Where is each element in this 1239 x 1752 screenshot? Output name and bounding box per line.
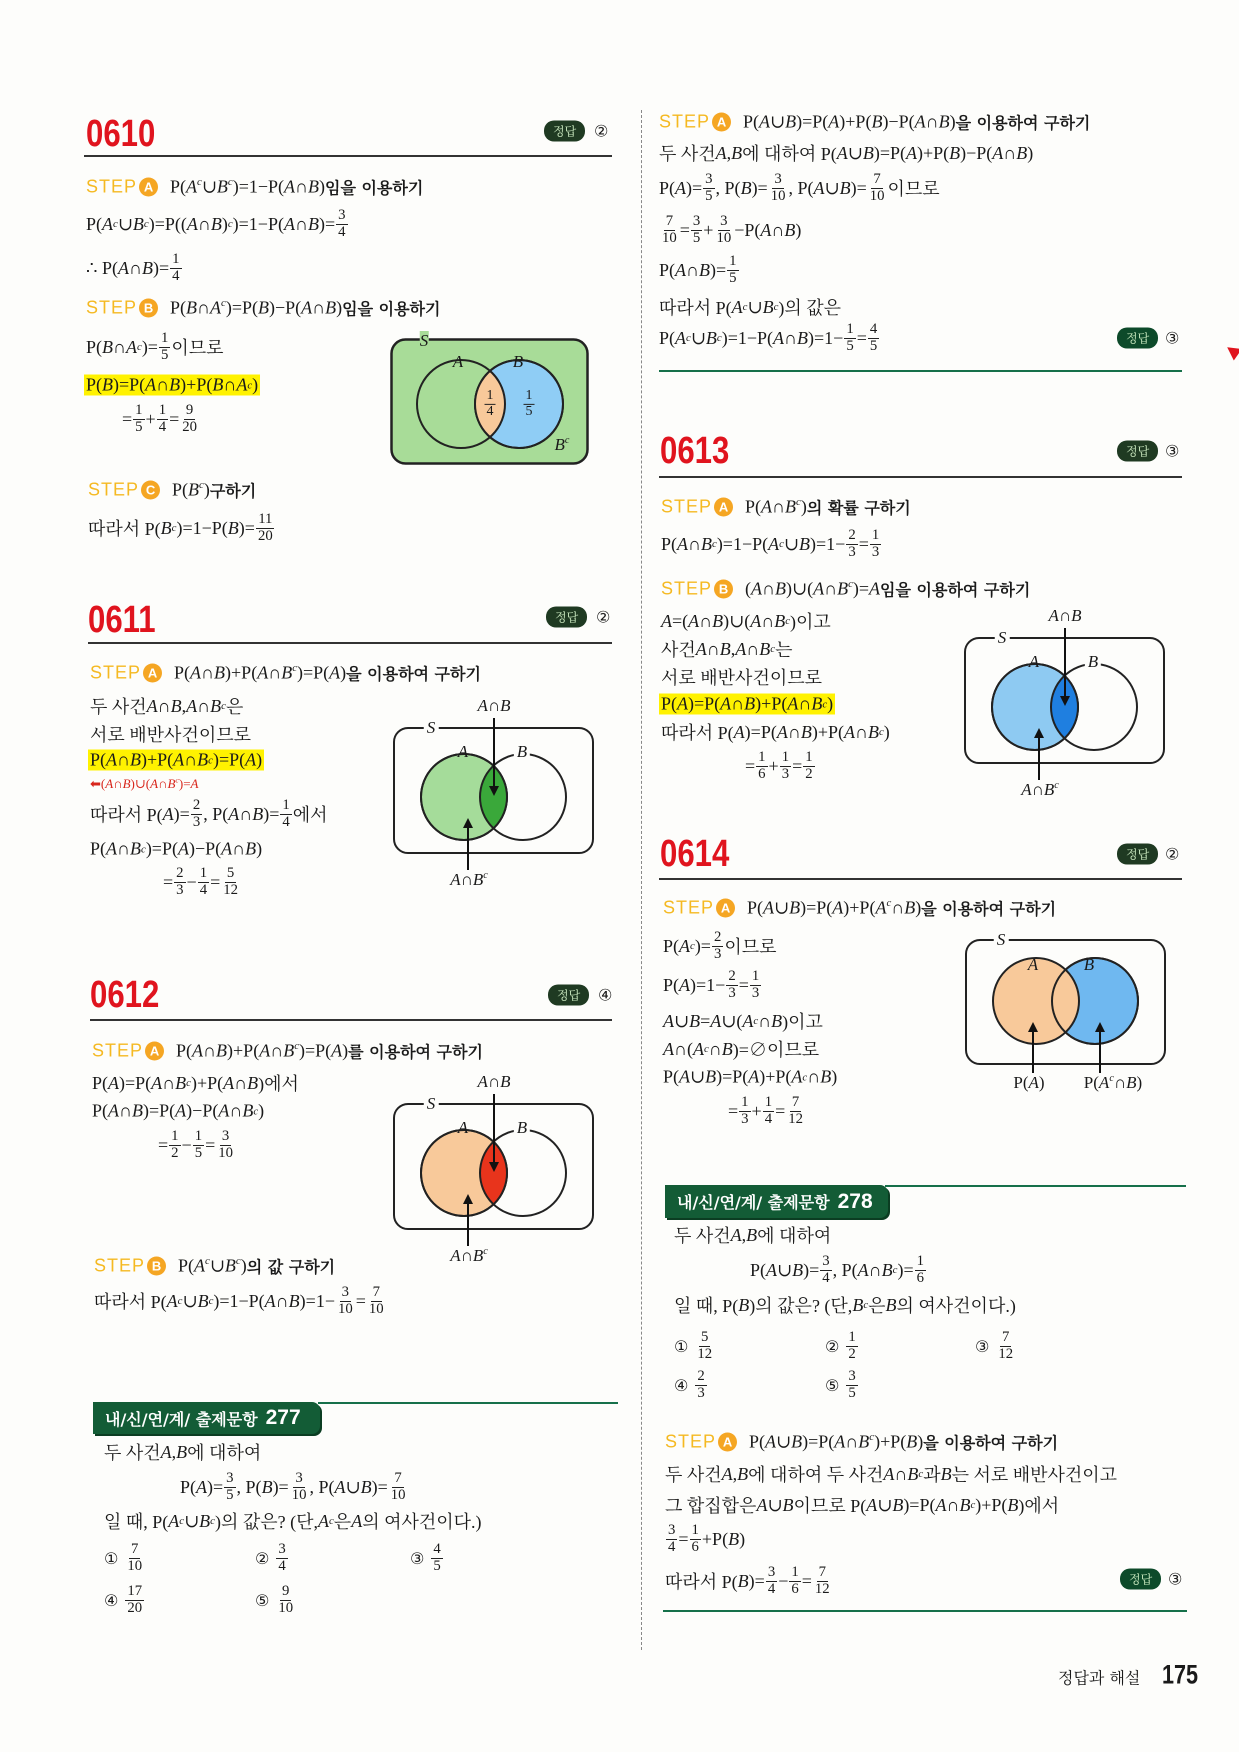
choice-5[interactable]: ⑤ $\frac{9}{10}$	[255, 1583, 294, 1616]
solution-line: P( A c ∪ B c )=1−P( A ∩ B )=1− $\frac{1}{5}$ = $\frac{4}{5}$	[659, 321, 878, 354]
page-number: 175	[1162, 1659, 1199, 1690]
section-rule	[885, 1185, 1186, 1187]
choice-2[interactable]: ② $\frac{3}{4}$	[255, 1541, 286, 1574]
venn-label-a-minus-b: $A\cap B^c$	[1021, 779, 1059, 799]
venn-label-intersection: A∩B	[477, 696, 511, 715]
solution-line: A ∪ B = A ∪( A c ∩ B )이고	[663, 1010, 823, 1032]
answer-badge: 정답	[544, 121, 585, 142]
step-a-header: STEP A P(A∪B)=P(A)+P(B)−P(A∩B) 을 이용하여 구하기	[659, 111, 1091, 133]
solution-line: 두 사건 A ∩ B , A ∩ B c 은	[90, 695, 244, 717]
answer-value: ③	[1165, 441, 1180, 461]
answer-value: ②	[1165, 844, 1180, 864]
venn-label-s: S	[994, 930, 1009, 950]
highlighted-line: P( A ∩ B )+P( A ∩ B c )=P( A )	[90, 749, 263, 770]
step-b-header: STEP B $(A\cap B)\cup(A\cap B^c)=A$ 임을 이용하여 구하기	[661, 577, 1031, 600]
section-rule	[90, 1019, 612, 1021]
section-rule	[659, 878, 1182, 880]
venn-label-a: A	[457, 742, 469, 761]
solution-line: 따라서 P( A )=P( A ∩ B )+P( A ∩ B c )	[661, 721, 890, 743]
section-rule	[88, 642, 612, 644]
step-a-header: STEP A $P(A\cap B)+P(A\cap B^c)=P(A)$ 를 이용하여 구하기	[92, 1039, 483, 1062]
venn-label-b: B	[514, 742, 530, 762]
solution-line: P( B ∩ A c )= $\frac{1}{5}$ 이므로	[86, 330, 224, 363]
problem-number: 0613	[660, 430, 730, 472]
left-arrow-icon: ⬅	[90, 776, 101, 792]
venn-label-s: S	[424, 718, 439, 738]
venn-label-pacb: $P(A^c\cap B)$	[1083, 1072, 1143, 1092]
step-b-header: STEP B $P(A^c\cup B^c)$ 의 값 구하기	[94, 1254, 336, 1277]
venn-intersection-value: $\frac{1}{4}$	[486, 387, 494, 419]
section-rule	[84, 155, 612, 157]
answer-value: ④	[598, 985, 613, 1005]
venn-label-a: A	[1028, 652, 1040, 671]
solution-line: P( A ∩ B c )=1−P( A c ∪ B )=1− $\frac{2}{3}$ = $\frac{1}{3}$	[661, 527, 880, 560]
solution-line: P( A )=1− $\frac{2}{3}$ = $\frac{1}{3}$	[663, 968, 760, 1001]
venn-label-intersection: A∩B	[1048, 606, 1082, 625]
solution-line: = $\frac{2}{3}$ − $\frac{1}{4}$ = $\frac{5}{12}$	[163, 865, 238, 898]
answer-value: ③	[1168, 1569, 1183, 1589]
solution-line: P( A ∩ B )=P( A )−P( A ∩ B c )	[92, 1100, 265, 1121]
solution-line: A =( A ∩ B )∪( A ∩ B c )이고	[661, 610, 831, 632]
question-line: 두 사건 A , B 에 대하여	[104, 1441, 262, 1463]
choice-4[interactable]: ④ $\frac{17}{20}$	[104, 1583, 143, 1616]
solution-line: 서로 배반사건이므로	[90, 725, 251, 745]
venn-b-only-value: $\frac{1}{5}$	[525, 387, 533, 419]
venn-label-s: S	[995, 628, 1010, 648]
solution-line: = $\frac{1}{6}$ + $\frac{1}{3}$ = $\frac{1}{2}$	[745, 749, 813, 782]
venn-label-s: S	[419, 331, 429, 350]
venn-label-a: A	[1027, 955, 1039, 974]
choice-5[interactable]: ⑤ $\frac{3}{5}$	[825, 1368, 856, 1401]
answer-badge: 정답	[546, 607, 587, 628]
venn-label-a: A	[452, 352, 464, 371]
step-b-header: STEP B $P(B\cap A^c)=P(B)-P(A\cap B)$ 임을 이용하기	[86, 296, 441, 319]
step-c-header: STEP C $P(B^c)$ 구하기	[88, 478, 257, 501]
answer-badge: 정답	[1117, 328, 1158, 349]
venn-diagram	[962, 600, 1168, 800]
answer-badge: 정답	[1117, 844, 1158, 865]
solution-line: P( A ∩ B )= $\frac{1}{5}$	[659, 253, 737, 286]
question-line: 일 때, P( A c ∪ B c )의 값은? (단, A c 은 A 의 여사건이다.)	[104, 1510, 482, 1532]
solution-line: 서로 배반사건이므로	[661, 668, 822, 688]
solution-line: A ∩( A c ∩ B )=∅이므로	[663, 1038, 820, 1060]
answer-badge: 정답	[548, 985, 589, 1006]
highlighted-line: P( B )=P( A ∩ B )+P( B ∩ A c )	[86, 374, 259, 395]
venn-label-b: B	[512, 352, 524, 371]
question-line: 두 사건 A , B 에 대하여	[674, 1224, 832, 1246]
step-a-header: STEP A $P(A\cup B)=P(A\cap B^c)+P(B)$ 을 이용하여 구하기	[665, 1430, 1059, 1453]
section-rule	[318, 1402, 618, 1404]
related-problem-header: 내/신/연/계/ 출제문항 278	[665, 1185, 888, 1218]
column-divider	[641, 110, 642, 1650]
note-line: ⬅ $(A\cap B)\cup(A\cap B^c)=A$	[90, 775, 199, 792]
choice-1[interactable]: ① $\frac{5}{12}$	[674, 1329, 713, 1362]
problem-number: 0610	[86, 113, 156, 155]
choice-3[interactable]: ③ $\frac{7}{12}$	[975, 1329, 1014, 1362]
solution-line: P( A c )= $\frac{2}{3}$ 이므로	[663, 929, 777, 962]
solution-line: P( A )= $\frac{3}{5}$ , P( B )= $\frac{3}{10}$ , P( A ∪ B )= $\frac{7}{10}$ 이므로	[659, 171, 940, 204]
choice-1[interactable]: ① $\frac{7}{10}$	[104, 1541, 143, 1574]
venn-label-b: B	[514, 1118, 530, 1138]
solution-line: 따라서 P( B )= $\frac{3}{4}$ − $\frac{1}{6}$ = $\frac{7}{12}$	[665, 1564, 830, 1597]
venn-label-a-minus-b: $A\cap B^c$	[450, 1245, 488, 1265]
solution-line: $\frac{3}{4}$ = $\frac{1}{6}$ +P( B )	[668, 1522, 746, 1555]
choice-3[interactable]: ③ $\frac{4}{5}$	[410, 1541, 441, 1574]
step-a-header: STEP A $P(A\cup B)=P(A)+P(A^c\cap B)$ 을 이용하여 구하기	[663, 896, 1057, 919]
question-line: P( A ∪ B )= $\frac{3}{4}$ , P( A ∩ B c )= $\frac{1}{6}$	[750, 1253, 924, 1286]
solution-line: 따라서 P( A c ∪ B c )=1−P( A ∩ B )=1− $\frac{3}{10}$ = $\frac{7}{10}$	[94, 1284, 384, 1317]
venn-label-b: B	[1083, 955, 1095, 974]
solution-line: P( A ∪ B )=P( A )+P( A c ∩ B )	[663, 1066, 838, 1087]
solution-line: 그 합집합은 A ∪ B 이므로 P( A ∪ B )=P( A ∩ B c )+P( B )에서	[665, 1494, 1060, 1516]
step-a-header: STEP A $P(A\cap B)+P(A\cap B^c)=P(A)$ 을 이용하여 구하기	[90, 661, 481, 684]
solution-line: 두 사건 A , B 에 대하여 두 사건 A ∩ B c 과 B 는 서로 배반사건이고	[665, 1463, 1118, 1485]
section-rule	[659, 370, 1182, 372]
solution-line: P( A ∩ B c )=P( A )−P( A ∩ B )	[90, 838, 263, 859]
answer-badge: 정답	[1117, 441, 1158, 462]
section-rule	[663, 1610, 1187, 1612]
page-marker-icon	[1223, 342, 1239, 361]
venn-label-a: A	[457, 1118, 469, 1137]
solution-line: $\frac{7}{10}$ = $\frac{3}{5}$ + $\frac{3}{10}$ −P( A ∩ B )	[662, 213, 802, 246]
related-problem-header: 내/신/연/계/ 출제문항 277	[93, 1402, 320, 1434]
solution-line: ∴ P( A ∩ B )= $\frac{1}{4}$	[86, 251, 180, 284]
solution-line: = $\frac{1}{3}$ + $\frac{1}{4}$ = $\frac{7}{12}$	[728, 1094, 803, 1127]
solution-line: 두 사건 A , B 에 대하여 P( A ∪ B )=P( A )+P( B )−P( A ∩ B )	[659, 142, 1034, 164]
choice-4[interactable]: ④ $\frac{2}{3}$	[674, 1368, 705, 1401]
solution-line: 따라서 P( A )= $\frac{2}{3}$ , P( A ∩ B )= $\frac{1}{4}$ 에서	[90, 797, 328, 830]
problem-number: 0612	[90, 974, 160, 1016]
highlighted-line: P( A )=P( A ∩ B )+P( A ∩ B c )	[661, 693, 834, 714]
answer-value: ③	[1165, 328, 1180, 348]
venn-label-s: S	[424, 1094, 439, 1114]
solution-line: = $\frac{1}{5}$ + $\frac{1}{4}$ = $\frac{9}{20}$	[122, 402, 197, 435]
question-line: 일 때, P( B )의 값은? (단, B c 은 B 의 여사건이다.)	[674, 1294, 1016, 1316]
venn-label-b: B	[1085, 652, 1101, 672]
solution-line: 따라서 P( B c )=1−P( B )= $\frac{11}{20}$	[88, 511, 273, 544]
solution-line: 따라서 P( A c ∪ B c )의 값은	[659, 296, 842, 318]
step-a-header: STEP A $P(A^c\cup B^c)=1-P(A\cap B)$ 임을 이용하기	[86, 175, 424, 198]
venn-label-bc: $B^c$	[554, 434, 570, 454]
solution-line: P( A c ∪ B c )=P(( A ∩ B ) c )=1−P( A ∩ B )= $\frac{3}{4}$	[86, 207, 346, 240]
venn-label-pa: P(A)	[1013, 1073, 1045, 1092]
problem-number: 0611	[88, 599, 156, 641]
answer-value: ②	[594, 121, 609, 141]
venn-diagram	[963, 925, 1169, 1095]
footer-label: 정답과 해설	[1058, 1668, 1141, 1688]
solution-line: 사건 A ∩ B , A ∩ B c 는	[661, 638, 793, 660]
answer-value: ②	[596, 607, 611, 627]
solution-line: = $\frac{1}{2}$ − $\frac{1}{5}$ = $\frac{3}{10}$	[158, 1128, 233, 1161]
venn-label-a-minus-b: $A\cap B^c$	[450, 869, 488, 889]
answer-badge: 정답	[1120, 1569, 1161, 1590]
venn-label-intersection: A∩B	[477, 1072, 511, 1091]
section-rule	[659, 476, 1182, 478]
question-line: P( A )= $\frac{3}{5}$ , P( B )= $\frac{3}{10}$ , P( A ∪ B )= $\frac{7}{10}$	[180, 1470, 406, 1503]
step-a-header: STEP A $P(A\cap B^c)$ 의 확률 구하기	[661, 495, 911, 518]
venn-diagram	[390, 331, 590, 466]
choice-2[interactable]: ② $\frac{1}{2}$	[825, 1329, 856, 1362]
venn-diagram	[391, 690, 597, 890]
solution-line: P( A )=P( A ∩ B c )+P( A ∩ B )에서	[92, 1072, 299, 1094]
problem-number: 0614	[660, 833, 730, 875]
venn-diagram	[391, 1066, 597, 1266]
